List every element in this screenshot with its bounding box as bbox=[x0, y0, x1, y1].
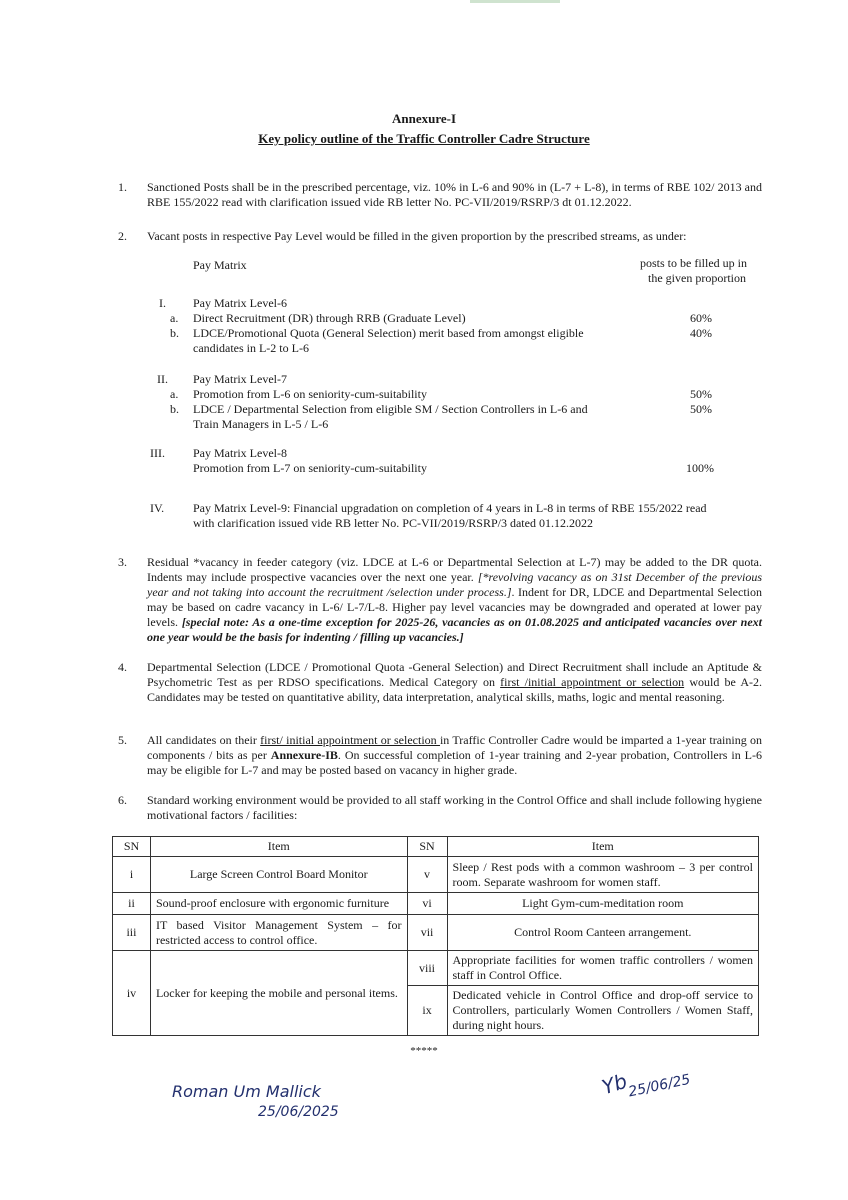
level-8-a-percent: 100% bbox=[686, 461, 714, 475]
para-4-underlined: first /initial appointment or selection bbox=[500, 675, 685, 689]
signature-left: Roman Um Mallick bbox=[172, 1082, 321, 1101]
level-7-b-percent: 50% bbox=[690, 402, 712, 416]
proportion-header-line2: the given proportion bbox=[648, 271, 746, 285]
signature-right: Yb bbox=[598, 1068, 631, 1100]
row-item-2: Dedicated vehicle in Control Office and drop-off service to Controllers, particularly Women Controllers / Women Staff, during night hours. bbox=[447, 986, 758, 1036]
row-item: IT based Visitor Management System – for restricted access to control office. bbox=[150, 915, 407, 951]
para-3-text-a: Residual *vacancy in feeder category (viz. LDCE at L-6 or Departmental Selection at L-7) may be added to the DR quota. Indents may include prospective vacancies over the next one year. bbox=[147, 555, 762, 584]
level-7-b-label: b. bbox=[170, 402, 179, 416]
row-sn: ii bbox=[113, 893, 151, 915]
para-4-text-b: would be A-2. Candidates may be tested on quantitative ability, data interpretation, analytical skills, maths, logic and mental reasoning. bbox=[147, 675, 762, 704]
level-9-text-line2: with clarification issued vide RB letter No. PC-VII/2019/RSRP/3 dated 01.12.2022 bbox=[193, 516, 593, 530]
table-row bbox=[113, 893, 759, 915]
row-sn-2: v bbox=[407, 857, 447, 893]
para-6-number: 6. bbox=[118, 793, 127, 807]
row-item: Sound-proof enclosure with ergonomic furniture bbox=[150, 893, 407, 915]
para-5-text-a: All candidates on their bbox=[147, 733, 261, 747]
para-1-number: 1. bbox=[118, 180, 127, 194]
header-sn: SN bbox=[113, 837, 151, 857]
para-5-text bbox=[147, 733, 762, 778]
para-5-text-c: . On successful completion of 1-year training and 2-year probation, Controllers in L-6 may be eligible for L-7 and may be posted based on vacancy in higher grade. bbox=[147, 748, 763, 777]
para-1-text: Sanctioned Posts shall be in the prescribed percentage, viz. 10% in L-6 and 90% in (L-7 + L-8), in terms of RBE 102/ 2013 and RBE 155/2022 read with clarification issued vide RB letter No. PC-VII/2019/RSRP/3 dt 01.12.2022. bbox=[147, 180, 762, 209]
level-6-roman: I. bbox=[159, 296, 166, 310]
row-item-2: Sleep / Rest pods with a common washroom – 3 per control room. Separate washroom for women staff. bbox=[447, 857, 758, 893]
level-7-roman: II. bbox=[157, 372, 168, 386]
header-sn-2: SN bbox=[407, 837, 447, 857]
para-2-number: 2. bbox=[118, 229, 127, 243]
pay-matrix-header: Pay Matrix bbox=[193, 258, 247, 272]
table-row bbox=[113, 951, 759, 986]
para-4-text bbox=[147, 660, 762, 705]
level-8-title: Pay Matrix Level-8 bbox=[193, 446, 287, 460]
row-sn-2: vii bbox=[407, 915, 447, 951]
para-4-number: 4. bbox=[118, 660, 127, 674]
level-6-b-percent: 40% bbox=[690, 326, 712, 340]
header-item-2: Item bbox=[447, 837, 758, 857]
table-row bbox=[113, 857, 759, 893]
para-5-underlined: first/ initial appointment or selection bbox=[260, 733, 440, 747]
level-8-roman: III. bbox=[150, 446, 165, 460]
level-6-a-label: a. bbox=[170, 311, 179, 325]
row-sn: i bbox=[113, 857, 151, 893]
para-3-text bbox=[147, 555, 762, 645]
row-sn-2: viii bbox=[407, 951, 447, 986]
row-item-2: Control Room Canteen arrangement. bbox=[447, 915, 758, 951]
row-item: Locker for keeping the mobile and personal items. bbox=[150, 951, 407, 1036]
para-5-text-b: in Traffic Controller Cadre would be imparted a 1-year training on components / bits as per bbox=[147, 733, 763, 762]
header-item: Item bbox=[150, 837, 407, 857]
para-3-special-note: [special note: As a one-time exception for 2025-26, vacancies as on 01.08.2025 and anticipated vacancies over next one year would be the basis for indenting / filling up vacancies.] bbox=[147, 615, 762, 644]
row-item: Large Screen Control Board Monitor bbox=[150, 857, 407, 893]
level-9-roman: IV. bbox=[150, 501, 165, 515]
row-sn-2: vi bbox=[407, 893, 447, 915]
proportion-header-line1: posts to be filled up in bbox=[640, 256, 747, 270]
level-7-b-text-line1: LDCE / Departmental Selection from eligible SM / Section Controllers in L-6 and bbox=[193, 402, 588, 416]
row-sn: iii bbox=[113, 915, 151, 951]
para-2-text: Vacant posts in respective Pay Level would be filled in the given proportion by the prescribed streams, as under: bbox=[147, 229, 687, 243]
level-7-a-label: a. bbox=[170, 387, 179, 401]
table-row bbox=[113, 915, 759, 951]
level-9-text-line1: Pay Matrix Level-9: Financial upgradation on completion of 4 years in L-8 in terms of RBE 155/2022 read bbox=[193, 501, 707, 515]
para-3-number: 3. bbox=[118, 555, 127, 569]
para-3-text-b: . Indent for DR, LDCE and Departmental Selection may be based on cadre vacancy in L-6/ L-7/L-8. Higher pay level vacancies may be downgraded and operated at lower pay levels. bbox=[147, 585, 762, 629]
annexure-title: Annexure-I bbox=[391, 111, 457, 126]
row-item-2: Appropriate facilities for women traffic controllers / women staff in Control Office. bbox=[447, 951, 758, 986]
row-sn-2: ix bbox=[407, 986, 447, 1036]
level-6-b-text-line1: LDCE/Promotional Quota (General Selection) merit based from amongst eligible bbox=[193, 326, 584, 340]
level-7-a-percent: 50% bbox=[690, 387, 712, 401]
document-subtitle: Key policy outline of the Traffic Controller Cadre Structure bbox=[258, 131, 590, 146]
level-6-b-label: b. bbox=[170, 326, 179, 340]
row-sn: iv bbox=[113, 951, 151, 1036]
para-3-italic-note: [*revolving vacancy as on 31st December of the previous year and not taking into account the recruitment /selection under process.] bbox=[147, 570, 762, 599]
signature-right-date: 25/06/25 bbox=[627, 1071, 692, 1101]
level-6-title: Pay Matrix Level-6 bbox=[193, 296, 287, 310]
level-6-a-text: Direct Recruitment (DR) through RRB (Graduate Level) bbox=[193, 311, 466, 325]
level-6-b-text-line2: candidates in L-2 to L-6 bbox=[193, 341, 309, 355]
table-header-row bbox=[113, 837, 759, 857]
end-stars: ***** bbox=[410, 1045, 438, 1057]
row-item-2: Light Gym-cum-meditation room bbox=[447, 893, 758, 915]
para-4-text-a: Departmental Selection (LDCE / Promotional Quota -General Selection) and Direct Recruitment shall include an Aptitude & Psychometric Test as per RDSO specifications. Medical Category on bbox=[147, 660, 762, 689]
level-7-title: Pay Matrix Level-7 bbox=[193, 372, 287, 386]
para-6-text: Standard working environment would be provided to all staff working in the Control Office and shall include following hygiene motivational factors / facilities: bbox=[147, 793, 762, 822]
scan-smudge bbox=[470, 0, 560, 3]
signature-left-date: 25/06/2025 bbox=[258, 1104, 339, 1120]
level-7-a-text: Promotion from L-6 on seniority-cum-suitability bbox=[193, 387, 427, 401]
para-5-annexure-ref: Annexure-IB bbox=[270, 748, 338, 762]
level-8-a-text: Promotion from L-7 on seniority-cum-suitability bbox=[193, 461, 427, 475]
level-6-a-percent: 60% bbox=[690, 311, 712, 325]
facilities-table bbox=[112, 836, 759, 1036]
level-7-b-text-line2: Train Managers in L-5 / L-6 bbox=[193, 417, 329, 431]
para-5-number: 5. bbox=[118, 733, 127, 747]
